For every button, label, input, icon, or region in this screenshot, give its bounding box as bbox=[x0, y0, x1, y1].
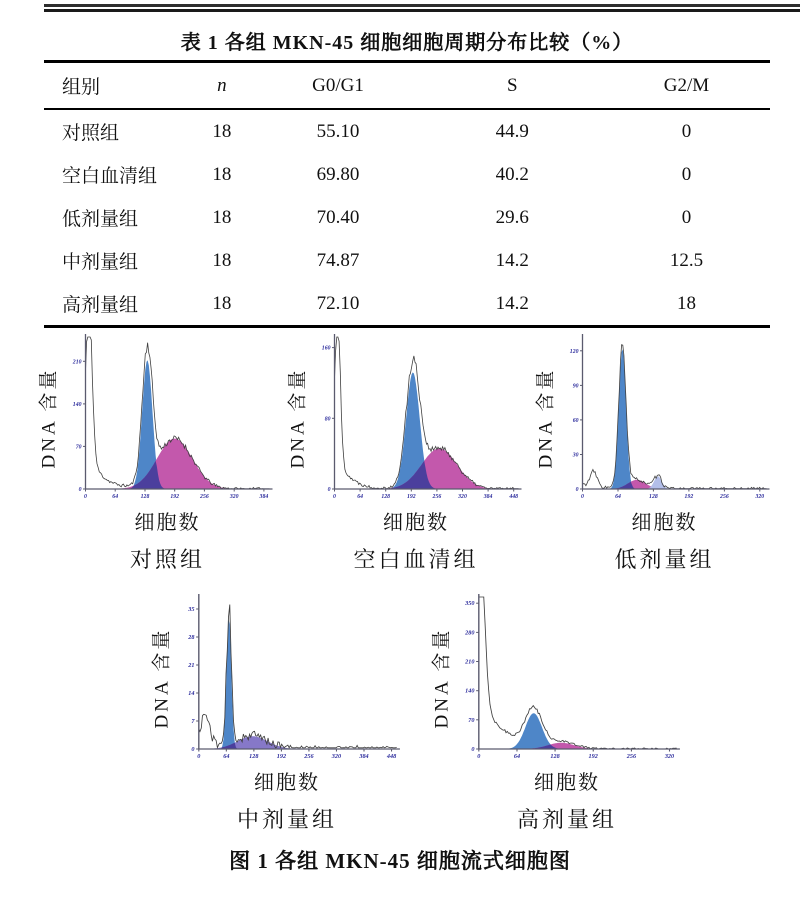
flow-histogram-svg bbox=[309, 332, 524, 504]
svg-text:256: 256 bbox=[720, 494, 729, 500]
cell-n: 18 bbox=[212, 163, 232, 185]
svg-text:256: 256 bbox=[626, 754, 637, 760]
svg-text:448: 448 bbox=[386, 754, 397, 760]
col-header-n: n bbox=[217, 74, 227, 96]
svg-text:0: 0 bbox=[327, 487, 330, 493]
flow-histogram-svg bbox=[173, 592, 401, 764]
table-row bbox=[44, 282, 770, 325]
svg-text:384: 384 bbox=[483, 494, 492, 500]
cell-g2m: 0 bbox=[681, 120, 692, 142]
svg-text:80: 80 bbox=[324, 416, 330, 423]
svg-text:210: 210 bbox=[465, 659, 475, 666]
svg-text:120: 120 bbox=[569, 348, 579, 355]
cell-s: 40.2 bbox=[495, 163, 529, 185]
flow-plot-high-dose bbox=[427, 592, 681, 834]
svg-text:28: 28 bbox=[188, 635, 195, 641]
y-axis-label: DNA 含量 bbox=[431, 627, 453, 729]
svg-text:35: 35 bbox=[188, 607, 195, 613]
svg-text:320: 320 bbox=[229, 494, 239, 500]
table-row bbox=[44, 153, 770, 196]
flow-histogram-svg bbox=[60, 332, 275, 504]
cell-g2m: 12.5 bbox=[669, 249, 704, 271]
svg-text:0: 0 bbox=[471, 747, 475, 753]
flow-plot-low-dose bbox=[531, 332, 772, 574]
flow-histogram-svg bbox=[453, 592, 681, 764]
plot-caption: 中剂量组 bbox=[236, 807, 337, 832]
y-axis-label: DNA 含量 bbox=[38, 367, 60, 469]
y-axis-label: DNA 含量 bbox=[151, 627, 173, 729]
cell-group: 高剂量组 bbox=[62, 295, 139, 316]
svg-text:64: 64 bbox=[223, 754, 230, 760]
cell-group: 低剂量组 bbox=[62, 209, 139, 230]
svg-text:320: 320 bbox=[331, 754, 342, 760]
figure-caption: 图 1 各组 MKN-45 细胞流式细胞图 bbox=[229, 849, 571, 873]
cell-g0g1: 55.10 bbox=[316, 120, 360, 142]
svg-text:0: 0 bbox=[78, 487, 82, 493]
svg-text:320: 320 bbox=[664, 754, 675, 760]
page-top-rule bbox=[44, 4, 800, 7]
x-axis-label: 细胞数 bbox=[254, 772, 320, 794]
svg-text:192: 192 bbox=[276, 754, 287, 760]
page-top-rule-2 bbox=[44, 9, 800, 12]
svg-text:140: 140 bbox=[465, 688, 475, 695]
cell-group: 空白血清组 bbox=[62, 166, 158, 187]
plot-caption: 低剂量组 bbox=[614, 547, 715, 572]
svg-text:0: 0 bbox=[581, 494, 584, 500]
svg-text:64: 64 bbox=[112, 494, 119, 500]
cell-n: 18 bbox=[212, 292, 232, 314]
svg-text:90: 90 bbox=[572, 383, 579, 390]
flow-plot-blank-serum bbox=[283, 332, 524, 574]
svg-text:320: 320 bbox=[457, 494, 467, 500]
cell-n: 18 bbox=[212, 120, 232, 142]
table-header-row bbox=[44, 63, 770, 108]
svg-text:320: 320 bbox=[755, 494, 765, 500]
svg-text:0: 0 bbox=[197, 754, 201, 760]
svg-text:448: 448 bbox=[508, 494, 518, 500]
cell-group: 对照组 bbox=[62, 123, 120, 144]
figure-row-1 bbox=[0, 332, 800, 574]
svg-text:0: 0 bbox=[84, 494, 87, 500]
x-axis-label: 细胞数 bbox=[134, 512, 201, 534]
y-axis-label: DNA 含量 bbox=[535, 367, 557, 469]
x-axis-label: 细胞数 bbox=[383, 512, 449, 534]
svg-text:192: 192 bbox=[588, 754, 598, 760]
svg-text:256: 256 bbox=[304, 754, 314, 760]
svg-text:64: 64 bbox=[615, 494, 621, 500]
svg-text:160: 160 bbox=[321, 345, 330, 352]
svg-text:350: 350 bbox=[465, 601, 475, 608]
cell-s: 14.2 bbox=[495, 249, 529, 271]
svg-text:0: 0 bbox=[332, 494, 336, 500]
svg-text:256: 256 bbox=[200, 494, 209, 500]
svg-text:7: 7 bbox=[191, 719, 195, 725]
plot-caption: 空白血清组 bbox=[353, 547, 479, 572]
svg-text:128: 128 bbox=[249, 754, 259, 760]
svg-text:0: 0 bbox=[191, 747, 195, 753]
cell-n: 18 bbox=[212, 249, 232, 271]
plot-caption: 高剂量组 bbox=[516, 807, 617, 832]
cell-g2m: 18 bbox=[676, 292, 696, 314]
svg-text:280: 280 bbox=[465, 630, 475, 637]
svg-text:192: 192 bbox=[170, 494, 180, 500]
svg-text:21: 21 bbox=[188, 663, 195, 669]
svg-text:70: 70 bbox=[468, 717, 475, 724]
svg-text:192: 192 bbox=[684, 494, 694, 500]
cell-s: 29.6 bbox=[495, 206, 529, 228]
cell-g0g1: 72.10 bbox=[316, 292, 360, 314]
svg-text:70: 70 bbox=[75, 444, 82, 451]
svg-text:14: 14 bbox=[188, 691, 195, 697]
flow-histogram-svg bbox=[557, 332, 772, 504]
svg-text:128: 128 bbox=[380, 494, 390, 500]
table-title: 表 1 各组 MKN-45 细胞细胞周期分布比较（%） bbox=[180, 32, 634, 54]
svg-text:384: 384 bbox=[359, 754, 369, 760]
cell-group: 中剂量组 bbox=[62, 252, 139, 273]
table-bottom-rule bbox=[44, 325, 770, 328]
svg-text:64: 64 bbox=[356, 494, 363, 500]
svg-text:128: 128 bbox=[550, 754, 560, 760]
figure-1 bbox=[0, 332, 800, 834]
cell-g0g1: 70.40 bbox=[316, 206, 360, 228]
flow-plot-control bbox=[34, 332, 275, 574]
cell-g2m: 0 bbox=[681, 206, 692, 228]
svg-text:128: 128 bbox=[140, 494, 150, 500]
svg-text:30: 30 bbox=[572, 452, 579, 459]
cell-n: 18 bbox=[212, 206, 232, 228]
svg-text:0: 0 bbox=[477, 754, 481, 760]
col-header-s: S bbox=[506, 74, 518, 96]
svg-text:384: 384 bbox=[259, 494, 269, 500]
figure-row-2 bbox=[0, 592, 800, 834]
svg-text:256: 256 bbox=[432, 494, 441, 500]
table-row bbox=[44, 196, 770, 239]
x-axis-label: 细胞数 bbox=[534, 772, 600, 794]
svg-text:128: 128 bbox=[649, 494, 658, 500]
cell-s: 14.2 bbox=[495, 292, 529, 314]
flow-plot-mid-dose bbox=[147, 592, 401, 834]
svg-text:0: 0 bbox=[575, 487, 579, 493]
svg-text:64: 64 bbox=[513, 754, 521, 760]
table-row bbox=[44, 110, 770, 153]
cell-g0g1: 69.80 bbox=[316, 163, 360, 185]
svg-text:140: 140 bbox=[72, 401, 82, 408]
col-header-g2m: G2/M bbox=[663, 74, 710, 96]
col-header-g0g1: G0/G1 bbox=[312, 74, 364, 96]
x-axis-label: 细胞数 bbox=[631, 512, 698, 534]
svg-text:192: 192 bbox=[406, 494, 416, 500]
cell-cycle-table bbox=[44, 60, 770, 328]
svg-text:60: 60 bbox=[572, 417, 579, 424]
table-row bbox=[44, 239, 770, 282]
col-header-group: 组别 bbox=[62, 77, 101, 98]
y-axis-label: DNA 含量 bbox=[287, 367, 308, 469]
cell-g2m: 0 bbox=[681, 163, 692, 185]
plot-caption: 对照组 bbox=[129, 547, 205, 572]
cell-s: 44.9 bbox=[495, 120, 529, 142]
cell-g0g1: 74.87 bbox=[316, 249, 360, 271]
svg-text:210: 210 bbox=[72, 359, 82, 366]
